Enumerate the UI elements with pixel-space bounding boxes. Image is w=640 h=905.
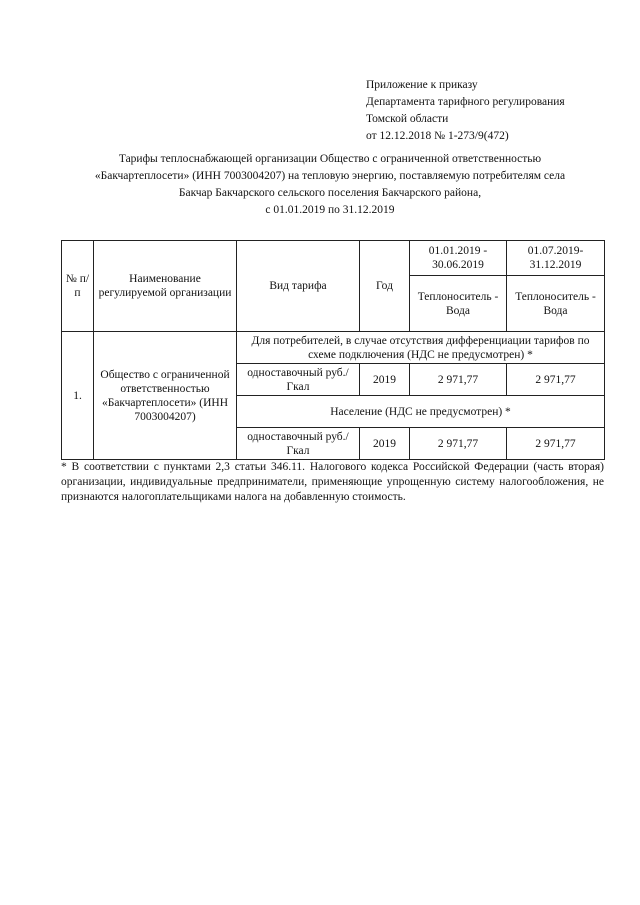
appendix-line: Приложение к приказу [366,79,478,91]
value-cell: 2 971,77 [507,428,605,460]
header-row [62,241,605,276]
header-org: Наименование регулируемой организации [94,241,237,332]
row-number: 1. [62,332,94,460]
header-tariff-type: Вид тарифа [237,241,360,332]
header-carrier-2: Теплоноситель - Вода [507,276,605,332]
document-title [60,151,600,219]
value-cell: 2 971,77 [410,428,507,460]
group-label-row [62,332,605,364]
title-line: Тарифы теплоснабжающей организации Общество с ограниченной ответственностью [118,153,542,165]
header-period-1: 01.01.2019 - 30.06.2019 [410,241,507,276]
year-cell: 2019 [360,364,410,396]
group-label: Население (НДС не предусмотрен) * [237,396,605,428]
organization-name: Общество с ограниченной ответственностью «Бакчартеплосети» (ИНН 7003004207) [94,332,237,460]
header-year: Год [360,241,410,332]
footnote: * В соответствии с пунктами 2,3 статьи 346.11. Налогового кодекса Российской Федерации (часть вторая) организации, индивидуальные предприниматели, применяющие упрощенную систему налогообложения, не признаются налогоплательщиками налога на добавленную стоимость. [61,461,604,503]
value-cell: 2 971,77 [507,364,605,396]
tariff-type-cell: одноставочный руб./Гкал [237,428,360,460]
appendix-line: Департамента тарифного регулирования [366,96,565,108]
group-label: Для потребителей, в случае отсутствия дифференциации тарифов по схеме подключения (НДС не предусмотрен) * [237,332,605,364]
tariff-type-cell: одноставочный руб./Гкал [237,364,360,396]
title-line: Бакчар Бакчарского сельского поселения Бакчарского района, [178,187,482,199]
value-cell: 2 971,77 [410,364,507,396]
tariff-table [61,240,605,460]
appendix-line: Томской области [366,113,449,125]
title-line: «Бакчартеплосети» (ИНН 7003004207) на тепловую энергию, поставляемую потребителям села [94,170,566,182]
title-line: с 01.01.2019 по 31.12.2019 [265,204,395,216]
header-num: № п/п [62,241,94,332]
appendix-block [366,77,626,145]
header-carrier-1: Теплоноситель - Вода [410,276,507,332]
year-cell: 2019 [360,428,410,460]
appendix-line: от 12.12.2018 № 1-273/9(472) [366,130,509,142]
header-period-2: 01.07.2019- 31.12.2019 [507,241,605,276]
